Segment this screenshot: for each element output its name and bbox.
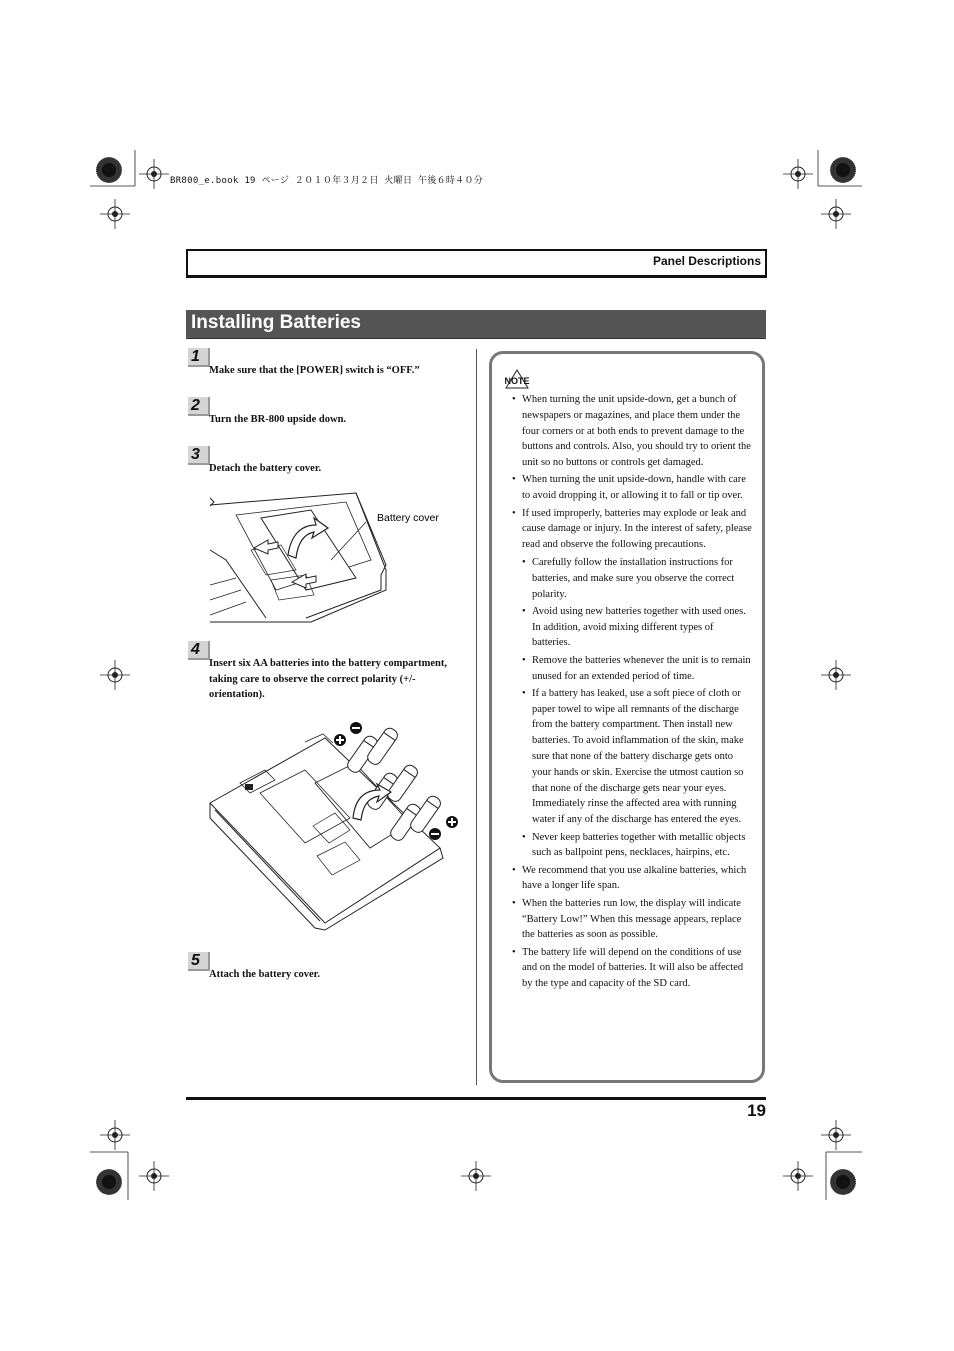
step-text-5: Attach the battery cover. xyxy=(209,969,320,980)
note-item: • When the batteries run low, the display will indicate “Battery Low!” When this message appears, replace the batteries as soon as possible. xyxy=(510,896,754,943)
page-number: 19 xyxy=(747,1101,766,1120)
battery-cover-label: Battery cover xyxy=(377,512,439,524)
note-subitem: • Never keep batteries together with metallic objects such as ballpoint pens, necklaces, hairpins, etc. xyxy=(521,830,754,862)
polarity-plus-icon-2 xyxy=(446,816,458,828)
step-number-4: 4 xyxy=(188,641,210,660)
note-subitem: • Avoid using new batteries together with used ones. In addition, avoid mixing different types of batteries. xyxy=(521,604,754,651)
polarity-minus-icon-2 xyxy=(429,828,441,840)
polarity-plus-icon xyxy=(334,734,346,746)
step-number-3: 3 xyxy=(188,446,210,465)
note-icon-label: NOTE xyxy=(504,376,530,386)
note-item-text: If used improperly, batteries may explode or leak and cause damage or injury. In the interest of safety, please read and observe the following precautions. xyxy=(522,507,752,551)
page-header xyxy=(186,249,767,278)
print-info: BR800_e.book 19 ページ ２０１０年３月２日 火曜日 午後６時４０分 xyxy=(170,176,484,186)
insert-batteries-figure xyxy=(205,718,465,933)
header-title: Panel Descriptions xyxy=(652,254,761,268)
note-subitem: • Remove the batteries whenever the unit is to remain unused for an extended period of time. xyxy=(521,653,754,685)
note-item: • The battery life will depend on the conditions of use and on the model of batteries. It will also be affected by the type and capacity of the SD card. xyxy=(510,945,754,992)
battery-cover-figure xyxy=(206,490,466,625)
note-sublist xyxy=(521,555,754,861)
step-text-4: Insert six AA batteries into the battery compartment, taking care to observe the correct polarity (+/- orientation). xyxy=(209,658,447,700)
step-text-2: Turn the BR-800 upside down. xyxy=(209,414,347,425)
note-icon xyxy=(502,368,532,392)
note-item: • When turning the unit upside-down, handle with care to avoid dropping it, or allowing it to fall or tip over. xyxy=(510,472,754,504)
step-number-5: 5 xyxy=(188,952,210,971)
step-number-2: 2 xyxy=(188,397,210,416)
step-text-1: Make sure that the [POWER] switch is “OFF.” xyxy=(209,365,420,376)
step-number-1: 1 xyxy=(188,348,210,367)
step-text-3: Detach the battery cover. xyxy=(209,463,322,474)
note-item: • We recommend that you use alkaline batteries, which have a longer life span. xyxy=(510,863,754,895)
column-divider xyxy=(476,349,477,1085)
footer-rule xyxy=(186,1097,766,1100)
note-item: • When turning the unit upside-down, get a bunch of newspapers or magazines, and place them under the four corners or at both ends to prevent damage to the buttons and controls. Also, you should try to orient the unit so no buttons or controls get damaged. xyxy=(510,392,754,471)
note-subitem: • If a battery has leaked, use a soft piece of cloth or paper towel to wipe all remnants of the discharge from the battery compartment. Then install new batteries. To avoid inflammation of the skin, make sure that none of the battery discharge gets onto your hands or skin. Exercise the utmost caution so that none of the discharge gets near your eyes. Immediately rinse the affected area with running water if any of the discharge has entered the eyes. xyxy=(521,686,754,828)
polarity-minus-icon xyxy=(350,722,362,734)
section-title: Installing Batteries xyxy=(191,312,361,333)
note-list xyxy=(510,392,754,993)
section-heading-bar xyxy=(186,310,766,339)
note-subitem: • Carefully follow the installation instructions for batteries, and make sure you observe the correct polarity. xyxy=(521,555,754,602)
note-item xyxy=(510,506,754,862)
